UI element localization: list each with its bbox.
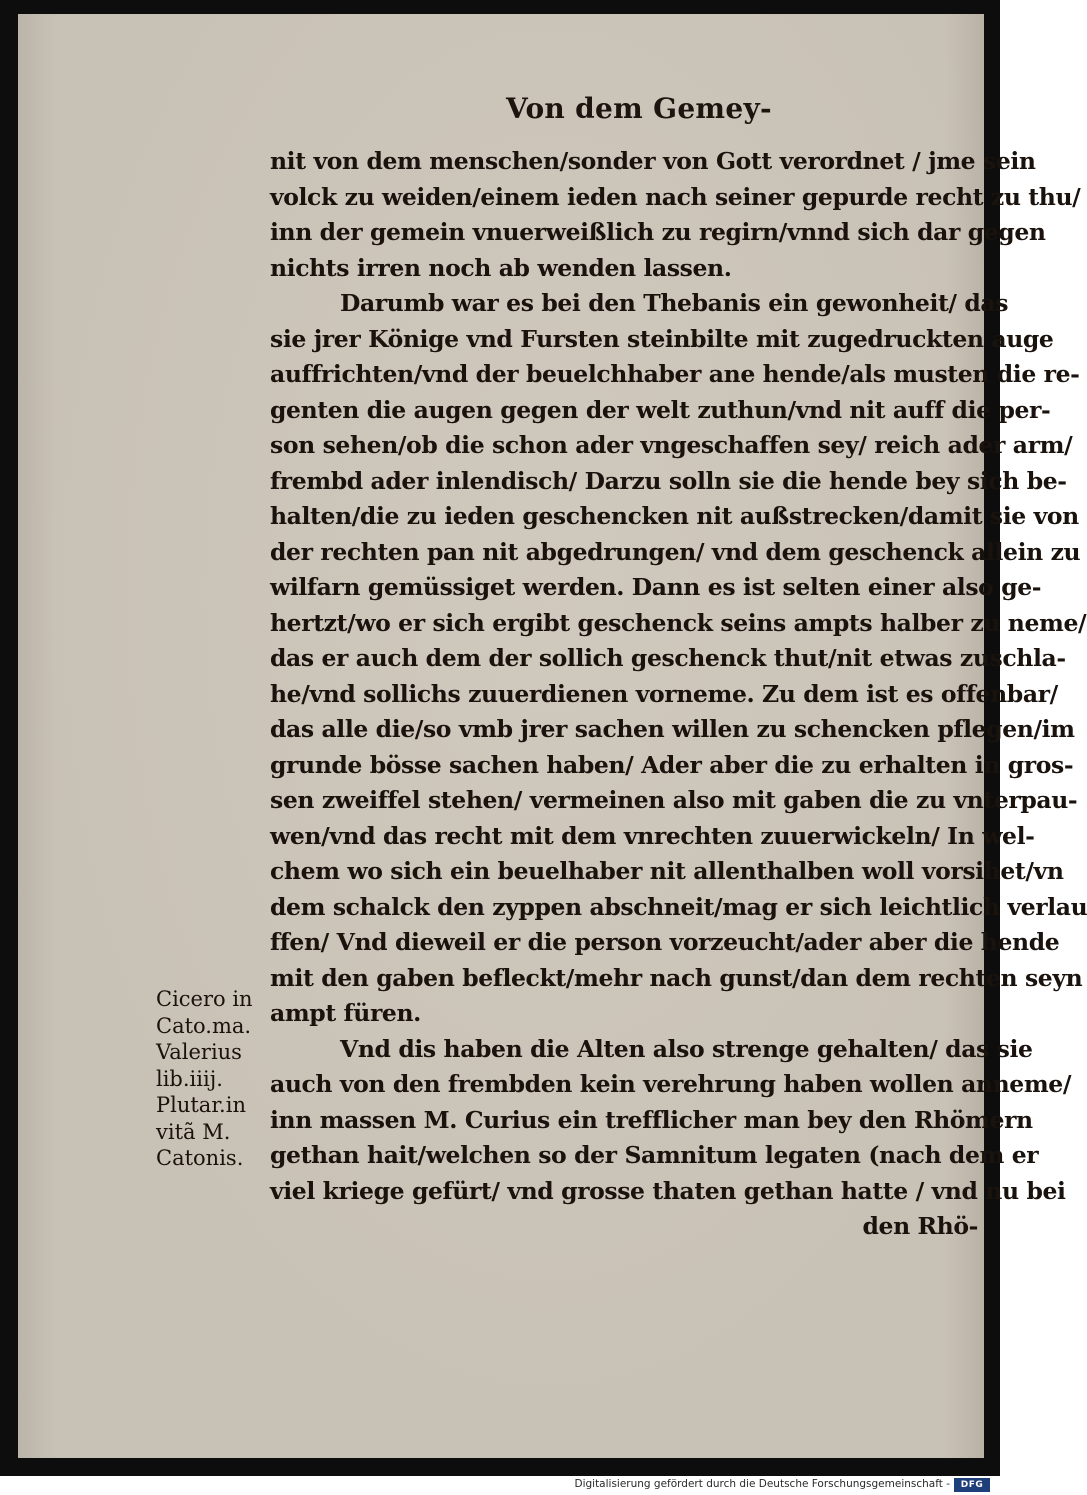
text-line: wilfarn gemüssiget werden. Dann es ist selten einer also ge- [270,573,1042,601]
text-line: das er auch dem der sollich geschenck thut/nit etwas zuschla- [270,644,1066,672]
dfg-logo: DFG [954,1478,990,1492]
catchword: den Rhö- [862,1212,978,1240]
text-line: ampt füren. [270,999,421,1027]
text-line: son sehen/ob die schon ader vngeschaffen sey/ reich ader arm/ [270,431,1073,459]
text-line: auffrichten/vnd der beuelchhaber ane hende/als musten die re- [270,360,1080,388]
text-line: gethan hait/welchen so der Samnitum legaten (nach dem er [270,1141,1039,1169]
footer-bar [0,1476,1000,1495]
text-line: sie jrer Könige vnd Fursten steinbilte mit zugedruckten auge [270,324,1054,353]
text-line: inn massen M. Curius ein trefflicher man bey den Rhömern [270,1105,1033,1134]
text-line: nichts irren noch ab wenden lassen. [270,253,732,282]
margin-note-line: Plutar.in [156,1093,246,1117]
text-line: das alle die/so vmb jrer sachen willen zu schencken pflegen/im [270,715,1075,743]
text-line: hertzt/wo er sich ergibt geschenck seins ampts halber zu neme/ [270,608,1087,637]
text-line: der rechten pan nit abgedrungen/ vnd dem geschenck allein zu [270,537,1081,566]
margin-note-line: vitã M. [156,1119,231,1144]
margin-note-line: Valerius [156,1040,242,1064]
running-head: Von dem Gemey- [506,92,772,125]
text-line: Darumb war es bei den Thebanis ein gewonheit/ das [340,289,1009,317]
text-line: inn der gemein vnuerweißlich zu regirn/vnnd sich dar gegen [270,218,1046,246]
text-line: chem wo sich ein beuelhaber nit allenthalben woll vorsihet/vn [270,857,1064,885]
margin-note-line: Cicero in [156,987,253,1011]
margin-note-line: Cato.ma. [156,1013,252,1038]
text-line: genten die augen gegen der welt zuthun/vnd nit auff die per- [270,395,1051,424]
text-line: sen zweiffel stehen/ vermeinen also mit gaben die zu vnterpau- [270,786,1078,814]
margin-note-line: Catonis. [156,1146,244,1170]
text-line: Vnd dis haben die Alten also strenge gehalten/ das sie [340,1034,1033,1063]
text-line: dem schalck den zyppen abschneit/mag er sich leichtlich verlau [270,892,1087,921]
text-line: auch von den frembden kein verehrung haben wollen anneme/ [270,1070,1072,1098]
text-line: grunde bösse sachen haben/ Ader aber die zu erhalten in gros- [270,750,1074,779]
margin-note [156,986,266,1172]
text-line: nit von dem menschen/sonder von Gott verordnet / jme sein [270,147,1036,175]
text-line: wen/vnd das recht mit dem vnrechten zuuerwickeln/ In wel- [270,821,1035,850]
book-page [18,14,1087,1458]
text-line: halten/die zu ieden geschencken nit außstrecken/damit sie von [270,502,1079,530]
funding-credit: Digitalisierung gefördert durch die Deutsche Forschungsgemeinschaft - [574,1478,950,1490]
margin-note-line: lib.iiij. [156,1066,223,1091]
body-text [270,144,1087,1245]
text-line: frembd ader inlendisch/ Darzu solln sie die hende bey sich be- [270,466,1067,495]
text-line: mit den gaben befleckt/mehr nach gunst/dan dem rechten seyn [270,963,1083,992]
text-line: viel kriege gefürt/ vnd grosse thaten gethan hatte / vnd nu bei [270,1176,1066,1205]
text-line: volck zu weiden/einem ieden nach seiner gepurde recht zu thu/ [270,182,1081,211]
text-line: ffen/ Vnd dieweil er die person vorzeucht/ader aber die hende [270,928,1060,956]
text-line: he/vnd sollichs zuuerdienen vorneme. Zu dem ist es offenbar/ [270,679,1058,708]
